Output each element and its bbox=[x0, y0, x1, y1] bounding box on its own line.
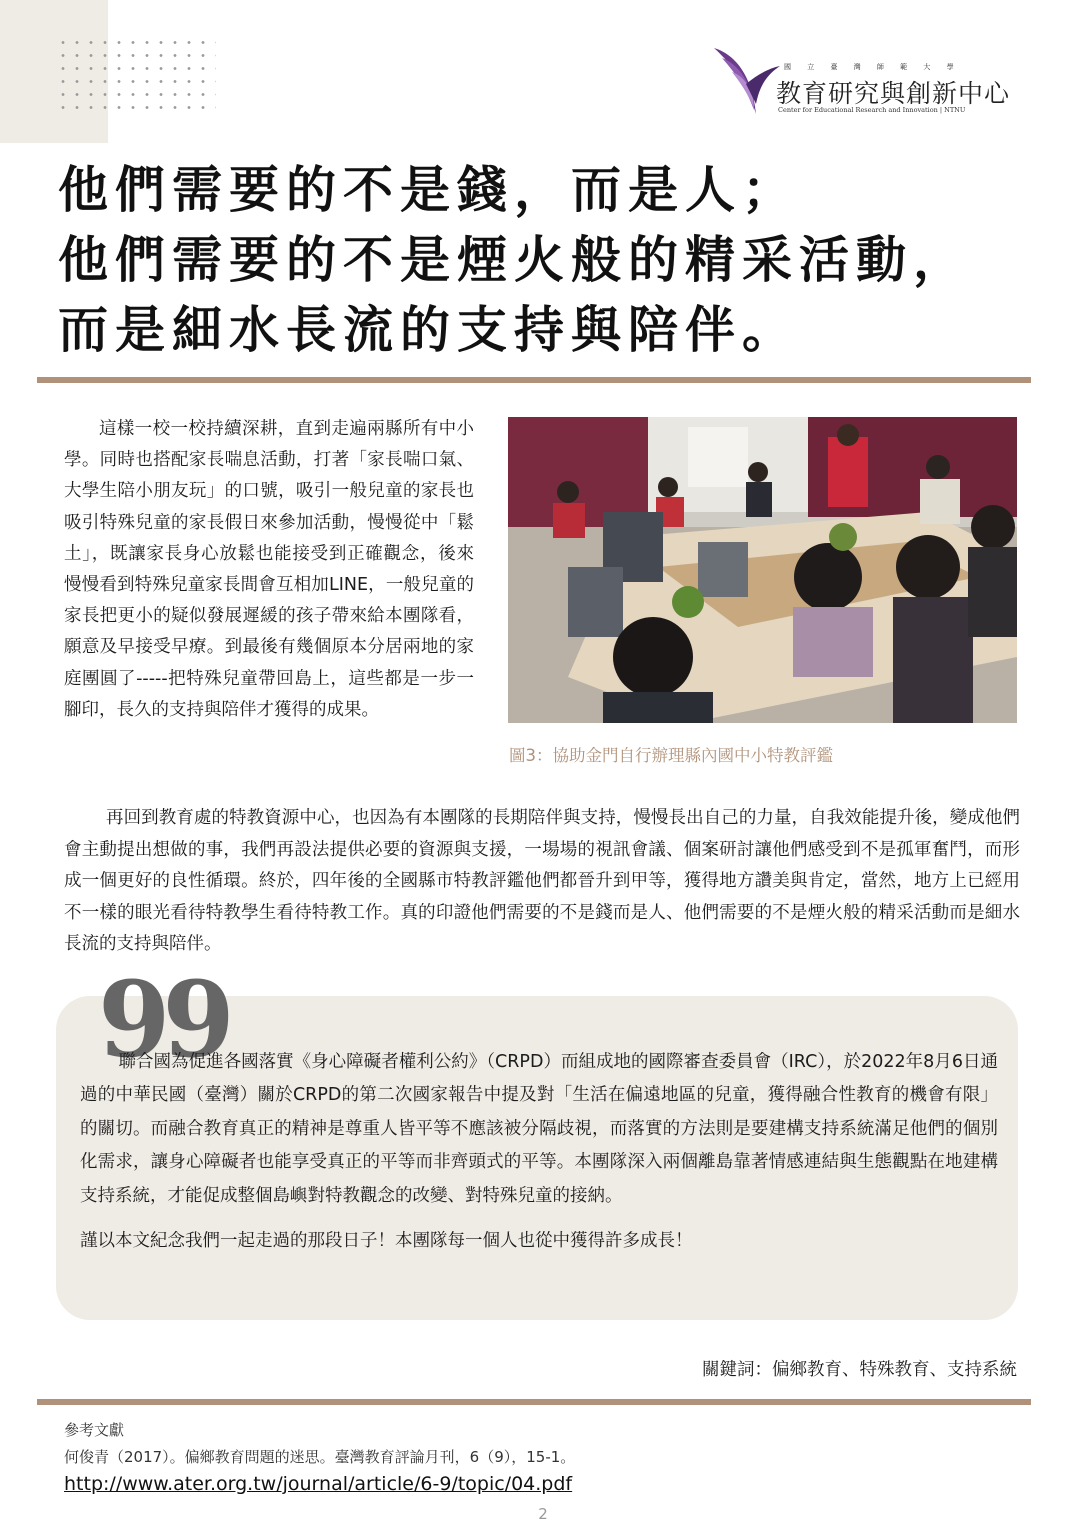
reference-entry: 何俊青（2017）。偏鄉教育問題的迷思。臺灣教育評論月刊，6（9），15-1。 bbox=[64, 1448, 576, 1466]
page-headline bbox=[58, 155, 1048, 365]
headline-line-3: 而是細水長流的支持與陪伴。 bbox=[58, 301, 799, 359]
feather-logo-icon bbox=[712, 44, 782, 116]
logo-center-name: 教育研究與創新中心 bbox=[776, 79, 1011, 108]
quote-paragraph-2: 謹以本文紀念我們一起走過的那段日子！本團隊每一個人也從中獲得許多成長！ bbox=[80, 1231, 693, 1252]
quote-mark-icon: 99 bbox=[98, 958, 227, 1081]
quote-paragraph-1: 聯合國為促進各國落實《身心障礙者權利公約》（CRPD）而組成地的國際審查委員會（IRC），於2022年8月6日通過的中華民國（臺灣）關於CRPD的第二次國家報告中提及對「生活在偏遠地區的兒童，獲得融合性教育的機會有限」的關切。而融合教育真正的精神是尊重人皆平等不應該被分隔歧視，而落實的方法則是要建構支持系統滿足他們的個別化需求，讓身心障礙者也能享受真正的平等而非齊頭式的平等。本團隊深入兩個離島靠著情感連結與生態觀點在地建構支持系統，才能促成整個島嶼對特教觀念的改變、對特殊兒童的接納。 bbox=[80, 1052, 998, 1206]
meeting-photo bbox=[508, 417, 1017, 723]
top-divider bbox=[37, 377, 1031, 383]
ntnu-center-logo[interactable] bbox=[712, 44, 1012, 119]
logo-university-name: 國 立 臺 灣 師 範 大 學 bbox=[784, 63, 961, 71]
references bbox=[64, 1417, 575, 1498]
quote-text bbox=[80, 1046, 998, 1258]
page-number: 2 bbox=[538, 1505, 548, 1523]
headline-line-1: 他們需要的不是錢，而是人； bbox=[58, 161, 799, 219]
intro-paragraph: 這樣一校一校持續深耕，直到走遍兩縣所有中小學。同時也搭配家長喘息活動，打著「家長喘口氣、大學生陪小朋友玩」的口號，吸引一般兒童的家長也吸引特殊兒童的家長假日來參加活動，慢慢從中「鬆土」，既讓家長身心放鬆也能接受到正確觀念，後來慢慢看到特殊兒童家長間會互相加LINE，一般兒童的家長把更小的疑似發展遲緩的孩子帶來給本團隊看，願意及早接受早療。到最後有幾個原本分居兩地的家庭團圓了-----把特殊兒童帶回島上，這些都是一步一腳印，長久的支持與陪伴才獲得的成果。 bbox=[64, 419, 474, 720]
keywords: 關鍵詞：偏鄉教育、特殊教育、支持系統 bbox=[702, 1360, 1017, 1380]
figure-caption: 圖3：協助金門自行辦理縣內國中小特教評鑑 bbox=[509, 746, 833, 765]
dot-pattern bbox=[56, 36, 216, 116]
logo-english-name: Center for Educational Research and Innovation | NTNU bbox=[778, 106, 966, 114]
reference-link[interactable]: http://www.ater.org.tw/journal/article/6-9/topic/04.pdf bbox=[64, 1473, 573, 1495]
bottom-divider bbox=[37, 1399, 1031, 1405]
body-paragraph: 再回到教育處的特教資源中心，也因為有本團隊的長期陪伴與支持，慢慢長出自己的力量，自我效能提升後，變成他們會主動提出想做的事，我們再設法提供必要的資源與支援，一場場的視訊會議、個案研討讓他們感受到不是孤軍奮鬥，而形成一個更好的良性循環。終於，四年後的全國縣市特教評鑑他們都晉升到甲等，獲得地方讚美與肯定，當然，地方上已經用不一樣的眼光看待特教學生看待特教工作。真的印證他們需要的不是錢而是人、他們需要的不是煙火般的精采活動而是細水長流的支持與陪伴。 bbox=[64, 808, 1020, 955]
references-heading: 參考文獻 bbox=[64, 1421, 125, 1439]
headline-line-2: 他們需要的不是煙火般的精采活動， bbox=[58, 231, 970, 289]
